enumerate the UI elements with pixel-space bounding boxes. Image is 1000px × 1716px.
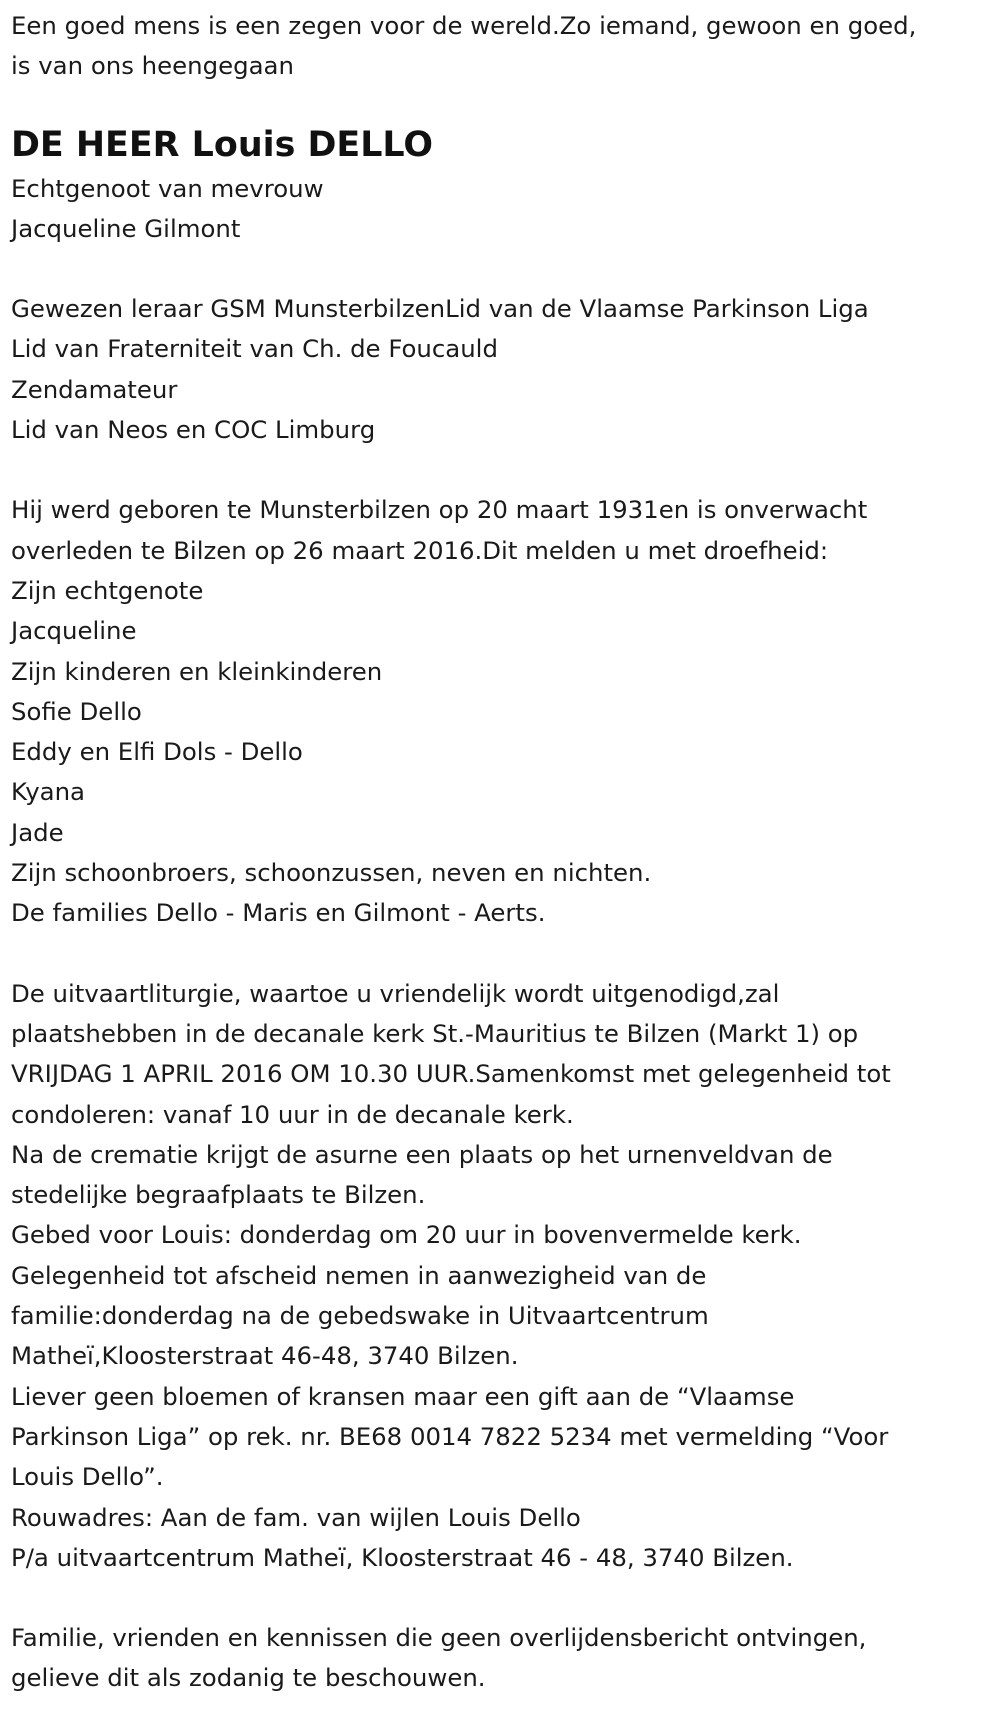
funeral-line: Matheï,Kloosterstraat 46-48, 3740 Bilzen. xyxy=(11,1341,519,1371)
funeral-details-block xyxy=(11,974,1000,1578)
funeral-line: Na de crematie krijgt de asurne een plaats op het urnenveldvan de xyxy=(11,1139,833,1169)
spouse-line: Jacqueline Gilmont xyxy=(11,213,241,243)
announcement-line: Sofie Dello xyxy=(11,696,142,726)
paragraph-gap xyxy=(11,1578,1000,1618)
funeral-line: P/a uitvaartcentrum Matheï, Kloosterstraat 46 - 48, 3740 Bilzen. xyxy=(11,1542,794,1572)
announcement-line: Zijn echtgenote xyxy=(11,575,204,605)
funeral-line: plaatshebben in de decanale kerk St.-Mauritius te Bilzen (Markt 1) op xyxy=(11,1018,859,1048)
announcement-line: Kyana xyxy=(11,777,86,807)
announcement-line: Zijn schoonbroers, schoonzussen, neven en nichten. xyxy=(11,858,652,888)
membership-line: Lid van Fraterniteit van Ch. de Foucauld xyxy=(11,334,498,364)
membership-line: Zendamateur xyxy=(11,374,178,404)
announcement-line: overleden te Bilzen op 26 maart 2016.Dit melden u met droefheid: xyxy=(11,535,829,565)
announcement-line: Jacqueline xyxy=(11,616,137,646)
announcement-line: Hij werd geboren te Munsterbilzen op 20 maart 1931en is onverwacht xyxy=(11,495,868,525)
membership-line: Lid van Neos en COC Limburg xyxy=(11,415,376,445)
funeral-line: stedelijke begraafplaats te Bilzen. xyxy=(11,1180,426,1210)
deceased-name: DE HEER Louis DELLO xyxy=(11,124,434,165)
paragraph-gap xyxy=(11,249,1000,289)
funeral-line: Rouwadres: Aan de fam. van wijlen Louis Dello xyxy=(11,1502,581,1532)
closing-line: Familie, vrienden en kennissen die geen overlijdensbericht ontvingen, xyxy=(11,1623,867,1653)
obituary-notice xyxy=(0,6,1000,1699)
closing-line: gelieve dit als zodanig te beschouwen. xyxy=(11,1663,486,1693)
funeral-line: Parkinson Liga” op rek. nr. BE68 0014 7822 5234 met vermelding “Voor xyxy=(11,1421,889,1451)
announcement-line: De families Dello - Maris en Gilmont - Aerts. xyxy=(11,898,546,928)
membership-line: Gewezen leraar GSM MunsterbilzenLid van de Vlaamse Parkinson Liga xyxy=(11,294,869,324)
spouse-block xyxy=(11,169,1000,250)
intro-quote xyxy=(11,6,1000,87)
funeral-line: condoleren: vanaf 10 uur in de decanale kerk. xyxy=(11,1099,574,1129)
paragraph-gap xyxy=(11,934,1000,974)
funeral-line: De uitvaartliturgie, waartoe u vriendelijk wordt uitgenodigd,zal xyxy=(11,978,780,1008)
memberships-block xyxy=(11,289,1000,450)
announcement-line: Jade xyxy=(11,817,64,847)
funeral-line: familie:donderdag na de gebedswake in Uitvaartcentrum xyxy=(11,1301,709,1331)
funeral-line: Gelegenheid tot afscheid nemen in aanwezigheid van de xyxy=(11,1260,707,1290)
intro-line: Een goed mens is een zegen voor de wereld.Zo iemand, gewoon en goed, xyxy=(11,11,917,40)
announcement-block xyxy=(11,490,1000,933)
intro-line: is van ons heengegaan xyxy=(11,51,294,81)
paragraph-gap xyxy=(11,450,1000,490)
funeral-line: Louis Dello”. xyxy=(11,1462,164,1492)
funeral-line: Liever geen bloemen of kransen maar een gift aan de “Vlaamse xyxy=(11,1381,795,1411)
funeral-line: Gebed voor Louis: donderdag om 20 uur in bovenvermelde kerk. xyxy=(11,1220,802,1250)
spouse-line: Echtgenoot van mevrouw xyxy=(11,173,324,203)
announcement-line: Zijn kinderen en kleinkinderen xyxy=(11,656,383,686)
closing-block xyxy=(11,1618,1000,1699)
announcement-line: Eddy en Elfi Dols - Dello xyxy=(11,737,303,767)
funeral-line: VRIJDAG 1 APRIL 2016 OM 10.30 UUR.Samenkomst met gelegenheid tot xyxy=(11,1059,891,1089)
